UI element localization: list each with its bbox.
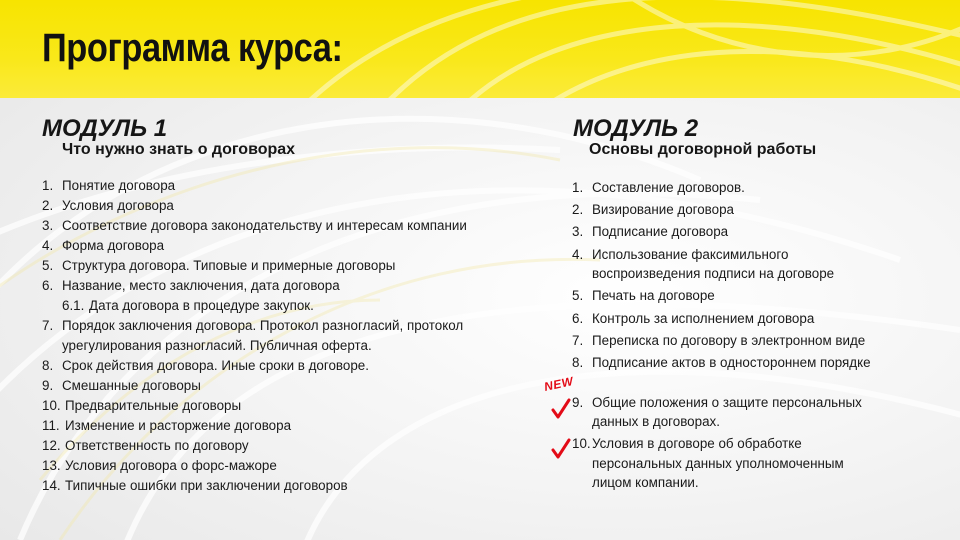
list-item: 4. Использование факсимильного воспроизведения подписи на договоре [572,246,835,282]
module1-list [42,176,522,496]
list-item: 6. Контроль за исполнением договора [572,310,815,326]
list-item: 2. Условия договора [42,198,174,213]
list-item: 5. Печать на договоре [572,288,715,304]
list-item: 7. Порядок заключения договора. Протокол разногласий, протокол [42,318,464,333]
list-subitem: 6.1. Дата договора в процедуре закупок. [62,298,314,313]
new-badge: NEW [542,374,575,394]
list-item: 1. Понятие договора [42,178,176,193]
list-item: 12. Ответственность по договору [42,438,249,453]
list-item: 6. Название, место заключения, дата договора [42,278,340,293]
list-item-new: 10. Условия в договоре об обработке персональных данных уполномоченным лицом компании. [572,436,844,491]
module2-subtitle: Основы договорной работы [589,141,817,158]
module2-list [572,178,932,496]
list-item-new: 9. Общие положения о защите персональных данных в договорах. [572,394,862,430]
list-item: 3. Подписание договора [572,224,729,240]
list-item: 7. Переписка по договору в электронном виде [572,332,866,348]
checkmark-icon [551,398,571,420]
list-item: 14. Типичные ошибки при заключении договоров [42,478,348,493]
list-item: 13. Условия договора о форс-мажоре [42,458,277,473]
list-item: 9. Смешанные договоры [42,378,201,393]
list-item: 11. Изменение и расторжение договора [42,418,292,433]
list-item: 8. Подписание актов в одностороннем порядке [572,354,871,370]
page-title: Программа курса: [42,26,343,70]
list-item: 3. Соответствие договора законодательству и интересам компании [42,218,467,233]
module2-title: МОДУЛЬ 2 [573,115,699,142]
header-banner [0,0,960,98]
module1-subtitle: Что нужно знать о договорах [62,141,296,158]
list-item: 4. Форма договора [42,238,165,253]
list-item: 1. Составление договоров. [572,180,745,195]
list-item: 8. Срок действия договора. Иные сроки в договоре. [42,358,369,373]
list-item: 10. Предварительные договоры [42,398,242,413]
checkmark-icon [551,438,571,460]
list-item: 5. Структура договора. Типовые и примерные договоры [42,258,396,273]
module1-title: МОДУЛЬ 1 [42,115,168,142]
list-item: 2. Визирование договора [572,202,734,218]
list-item-continuation: урегулирования разногласий. Публичная оферта. [62,338,372,353]
